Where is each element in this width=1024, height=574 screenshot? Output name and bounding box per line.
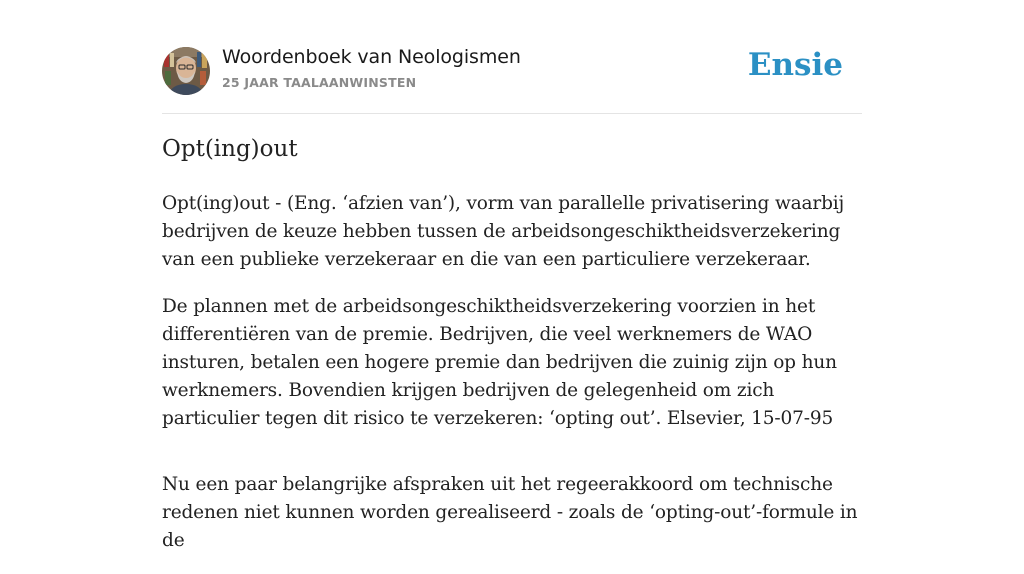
entry-quote: Nu een paar belangrijke afspraken uit het regeerakkoord om technische redenen niet kunnen worden gerealiseerd - zoals de ‘opting-out’-formule in de	[162, 474, 858, 551]
page-container	[162, 0, 862, 551]
site-header	[162, 0, 862, 114]
site-tagline: 25 JAAR TAALAANWINSTEN	[222, 75, 417, 90]
entry-quote: De plannen met de arbeidsongeschiktheidsverzekering voorzien in het differentiëren van de premie. Bedrijven, die veel werknemers de WAO insturen, betalen een hogere premie dan bedrijven die zuinig zijn op hun werknemers. Bovendien krijgen bedrijven de gelegenheid om zich particulier tegen dit risico te verzekeren: ‘opting out’. Elsevier, 15-07-95	[162, 296, 837, 429]
author-portrait-icon[interactable]	[162, 47, 210, 95]
entry-body	[162, 190, 872, 574]
entry-title: Opt(ing)out	[162, 136, 298, 162]
site-name[interactable]: Woordenboek van Neologismen	[222, 46, 521, 68]
entry-definition: Opt(ing)out - (Eng. ‘afzien van’), vorm van parallelle privatisering waarbij bedrijven de keuze hebben tussen de arbeidsongeschiktheidsverzekering van een publieke verzekeraar en die van een particuliere verzekeraar.	[162, 193, 845, 270]
ensie-logo-link[interactable]: Ensie	[747, 47, 843, 83]
